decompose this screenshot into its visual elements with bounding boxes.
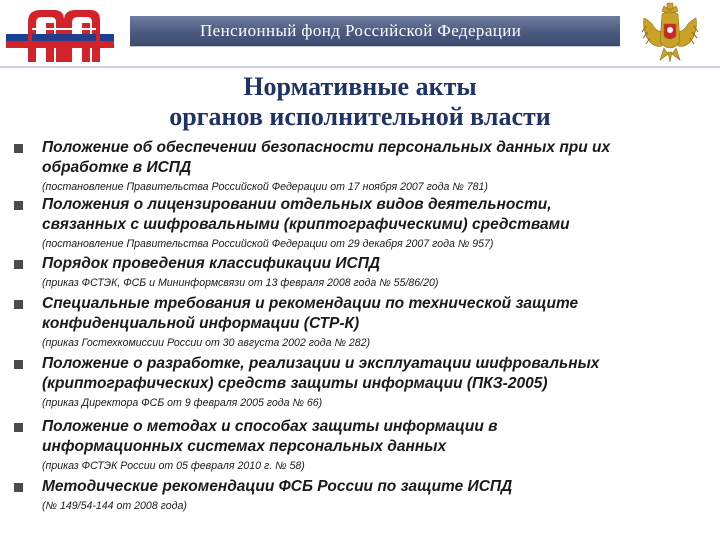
bullet-square-icon: [14, 144, 23, 153]
item-title: [42, 138, 707, 178]
item-title: [42, 254, 707, 274]
coat-of-arms-icon: [638, 2, 702, 64]
pfr-logo-icon: [6, 0, 136, 66]
header: [0, 0, 720, 66]
list-item: [0, 195, 720, 254]
bullet-square-icon: [14, 483, 23, 492]
bullet-square-icon: [14, 201, 23, 210]
item-title: [42, 354, 707, 394]
item-title-line: (криптографических) средств защиты информации (ПКЗ-2005): [42, 375, 548, 392]
list-item: [0, 477, 720, 517]
item-title: [42, 417, 707, 457]
header-divider: [0, 66, 720, 68]
item-source: (приказ ФСТЭК, ФСБ и Мининформсвязи от 13 февраля 2008 года № 55/86/20): [42, 277, 439, 289]
item-title-line: обработке в ИСПД: [42, 159, 192, 176]
bullet-square-icon: [14, 423, 23, 432]
list-item: [0, 417, 720, 477]
item-title-line: конфиденциальной информации (СТР-К): [42, 315, 360, 332]
item-source: (приказ Гостехкомиссии России от 30 августа 2002 года № 282): [42, 337, 371, 349]
regulation-list: [0, 138, 720, 517]
page-title-line-1: Нормативные акты: [243, 72, 477, 101]
header-title: Пенсионный фонд Российской Федерации: [200, 21, 522, 40]
page-title: [0, 72, 720, 132]
bullet-square-icon: [14, 360, 23, 369]
item-title: [42, 195, 707, 235]
item-source: (приказ Директора ФСБ от 9 февраля 2005 года № 66): [42, 397, 323, 409]
list-item: [0, 354, 720, 417]
list-item: [0, 254, 720, 294]
bullet-square-icon: [14, 260, 23, 269]
bullet-square-icon: [14, 300, 23, 309]
item-title-line: Методические рекомендации ФСБ России по защите ИСПД: [42, 478, 513, 495]
item-source: (постановление Правительства Российской Федерации от 29 декабря 2007 года № 957): [42, 238, 494, 250]
item-title-line: Положения о лицензировании отдельных видов деятельности,: [42, 196, 552, 213]
item-source: (приказ ФСТЭК России от 05 февраля 2010 г. № 58): [42, 460, 305, 472]
item-title-line: Положение об обеспечении безопасности персональных данных при их: [42, 139, 611, 156]
item-title-line: Порядок проведения классификации ИСПД: [42, 255, 381, 272]
item-title-line: Специальные требования и рекомендации по технической защите: [42, 295, 579, 312]
list-item: [0, 138, 720, 195]
list-item: [0, 294, 720, 354]
item-source: (№ 149/54-144 от 2008 года): [42, 500, 187, 512]
item-title: [42, 477, 707, 497]
item-title-line: Положение о разработке, реализации и эксплуатации шифровальных: [42, 355, 600, 372]
item-title-line: связанных с шифровальными (криптографическими) средствами: [42, 216, 570, 233]
item-title-line: информационных системах персональных данных: [42, 438, 447, 455]
page-title-line-2: органов исполнительной власти: [169, 102, 551, 131]
item-title-line: Положение о методах и способах защиты информации в: [42, 418, 498, 435]
item-source: (постановление Правительства Российской Федерации от 17 ноября 2007 года № 781): [42, 181, 488, 193]
item-title: [42, 294, 707, 334]
